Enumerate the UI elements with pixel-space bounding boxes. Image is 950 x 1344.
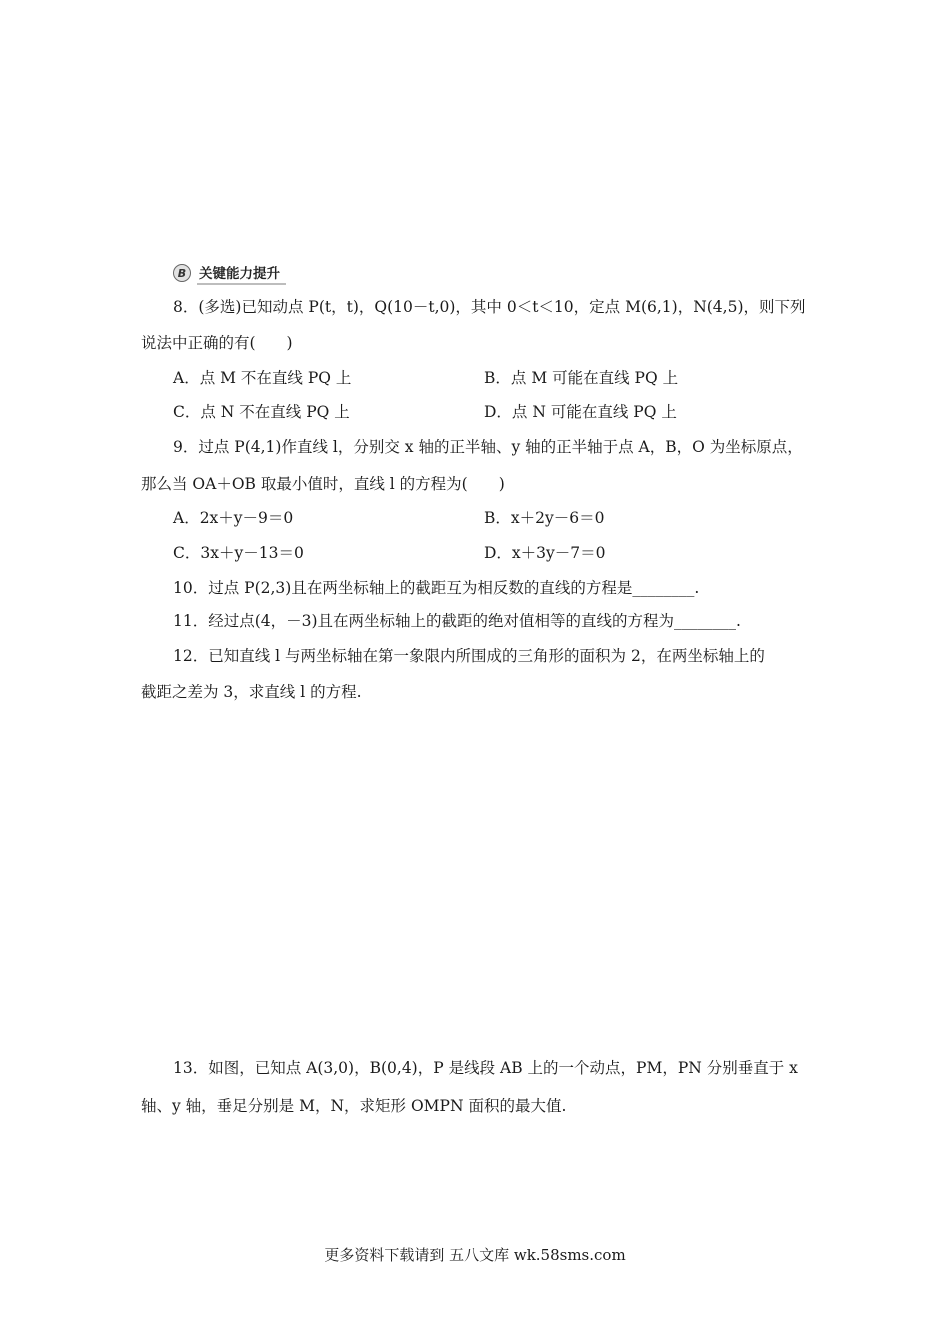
q9-option-d: D．x＋3y－7＝0 <box>484 544 606 562</box>
q8-option-b: B．点 M 可能在直线 PQ 上 <box>484 369 679 387</box>
section-title: 关键能力提升 <box>197 261 286 285</box>
q11-line: 11．经过点(4，－3)且在两坐标轴上的截距的绝对值相等的直线的方程为________. <box>173 612 741 630</box>
q9-option-b: B．x＋2y－6＝0 <box>484 509 605 527</box>
q8-option-a: A．点 M 不在直线 PQ 上 <box>173 369 352 387</box>
q9-option-a: A．2x＋y－9＝0 <box>173 509 294 527</box>
q12-line-2: 截距之差为 3，求直线 l 的方程. <box>141 683 362 701</box>
q12-line-1: 12．已知直线 l 与两坐标轴在第一象限内所围成的三角形的面积为 2，在两坐标轴上的 <box>173 647 765 665</box>
footer-link[interactable]: 更多资料下载请到 五八文库 wk.58sms.com <box>324 1246 626 1264</box>
q8-option-c: C．点 N 不在直线 PQ 上 <box>173 403 350 421</box>
section-badge-icon: B <box>173 264 191 282</box>
q9-option-c: C．3x＋y－13＝0 <box>173 544 304 562</box>
q8-option-d: D．点 N 可能在直线 PQ 上 <box>484 403 677 421</box>
q8-line-2: 说法中正确的有( ) <box>141 334 293 352</box>
q9-line-1: 9．过点 P(4,1)作直线 l，分别交 x 轴的正半轴、y 轴的正半轴于点 A，B，O 为坐标原点， <box>173 438 803 456</box>
q8-line-1: 8．(多选)已知动点 P(t，t)，Q(10－t,0)，其中 0＜t＜10，定点 M(6,1)，N(4,5)，则下列 <box>173 298 806 316</box>
section-header <box>173 262 286 284</box>
q13-line-2: 轴、y 轴，垂足分别是 M，N，求矩形 OMPN 面积的最大值. <box>141 1097 567 1115</box>
q9-line-2: 那么当 OA＋OB 取最小值时，直线 l 的方程为( ) <box>141 475 505 493</box>
q10-line: 10．过点 P(2,3)且在两坐标轴上的截距互为相反数的直线的方程是________. <box>173 579 700 597</box>
q13-line-1: 13．如图，已知点 A(3,0)，B(0,4)，P 是线段 AB 上的一个动点，PM，PN 分别垂直于 x <box>173 1059 798 1077</box>
